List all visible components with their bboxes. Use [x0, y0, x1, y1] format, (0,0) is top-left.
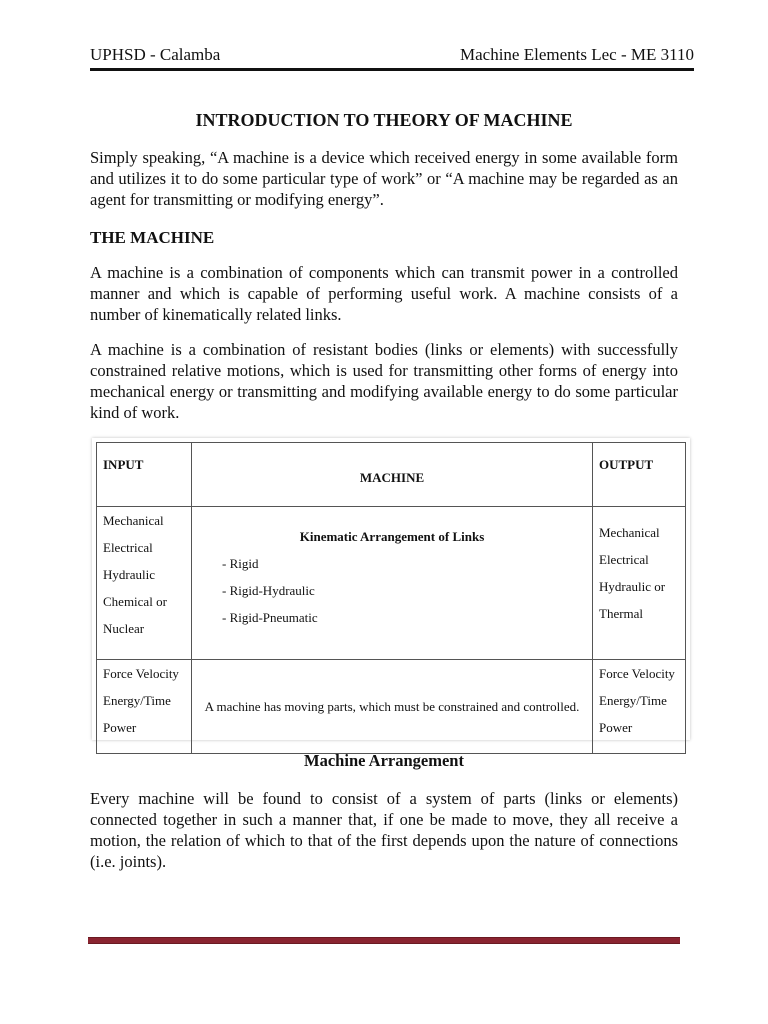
header-input: INPUT: [97, 443, 192, 507]
table-row: [97, 507, 686, 660]
header-machine: MACHINE: [192, 443, 593, 507]
machine-table: [96, 442, 686, 754]
page-header: [90, 44, 694, 66]
link-type-item: - Rigid-Pneumatic: [222, 610, 318, 625]
output-item: Electrical: [599, 552, 649, 567]
page-title: INTRODUCTION TO THEORY OF MACHINE: [195, 110, 573, 130]
section-heading: THE MACHINE: [90, 228, 215, 247]
link-type-item: - Rigid-Hydraulic: [222, 583, 315, 598]
output-quantity-cell: [593, 660, 686, 754]
input-energy-cell: [97, 507, 192, 660]
header-output: OUTPUT: [593, 443, 686, 507]
input-item: Hydraulic: [103, 567, 155, 582]
output-item: Hydraulic or: [599, 579, 666, 594]
machine-description-cell: A machine has moving parts, which must be constrained and controlled.: [192, 660, 593, 754]
machine-paragraph-3: Every machine will be found to consist of a system of parts (links or elements) connected together in such a manner that, if one be made to move, they all receive a motion, the relation of which to that of the first depends upon the nature of connections (i.e. joints).: [90, 789, 678, 871]
input-quantity-cell: [97, 660, 192, 754]
header-divider: [90, 68, 694, 71]
output-item: Force Velocity: [599, 666, 675, 681]
input-item: Energy/Time: [103, 693, 171, 708]
table-row: [97, 660, 686, 754]
machine-links-cell: [192, 507, 593, 660]
output-item: Power: [599, 720, 633, 735]
intro-paragraph: Simply speaking, “A machine is a device which received energy in some available form and utilizes it to do some particular type of work” or “A machine may be regarded as an agent for transmitting or modifying energy”.: [90, 148, 678, 209]
input-item: Electrical: [103, 540, 153, 555]
link-type-list: [222, 550, 586, 631]
input-item: Power: [103, 720, 137, 735]
output-item: Mechanical: [599, 525, 660, 540]
input-item: Chemical or: [103, 594, 167, 609]
footer-divider: [88, 937, 680, 944]
machine-paragraph-2: A machine is a combination of resistant bodies (links or elements) with successfully constrained relative motions, which is used for transmitting other forms of energy into mechanical energy or transmitting and modifying available energy to do some particular kind of work.: [90, 340, 678, 422]
header-course: Machine Elements Lec - ME 3110: [460, 45, 694, 64]
output-item: Thermal: [599, 606, 644, 621]
table-header-row: [97, 443, 686, 507]
output-energy-cell: [593, 507, 686, 660]
input-item: Nuclear: [103, 621, 145, 636]
input-item: Force Velocity: [103, 666, 179, 681]
header-institution: UPHSD - Calamba: [90, 45, 221, 64]
output-item: Energy/Time: [599, 693, 667, 708]
figure-caption: Machine Arrangement: [304, 751, 464, 770]
kinematic-title: Kinematic Arrangement of Links: [299, 529, 485, 544]
machine-paragraph-1: A machine is a combination of components which can transmit power in a controlled manner and which is capable of performing useful work. A machine consists of a number of kinematically related links.: [90, 263, 678, 324]
link-type-item: - Rigid: [222, 556, 259, 571]
machine-arrangement-figure: [92, 438, 690, 740]
input-item: Mechanical: [103, 513, 164, 528]
